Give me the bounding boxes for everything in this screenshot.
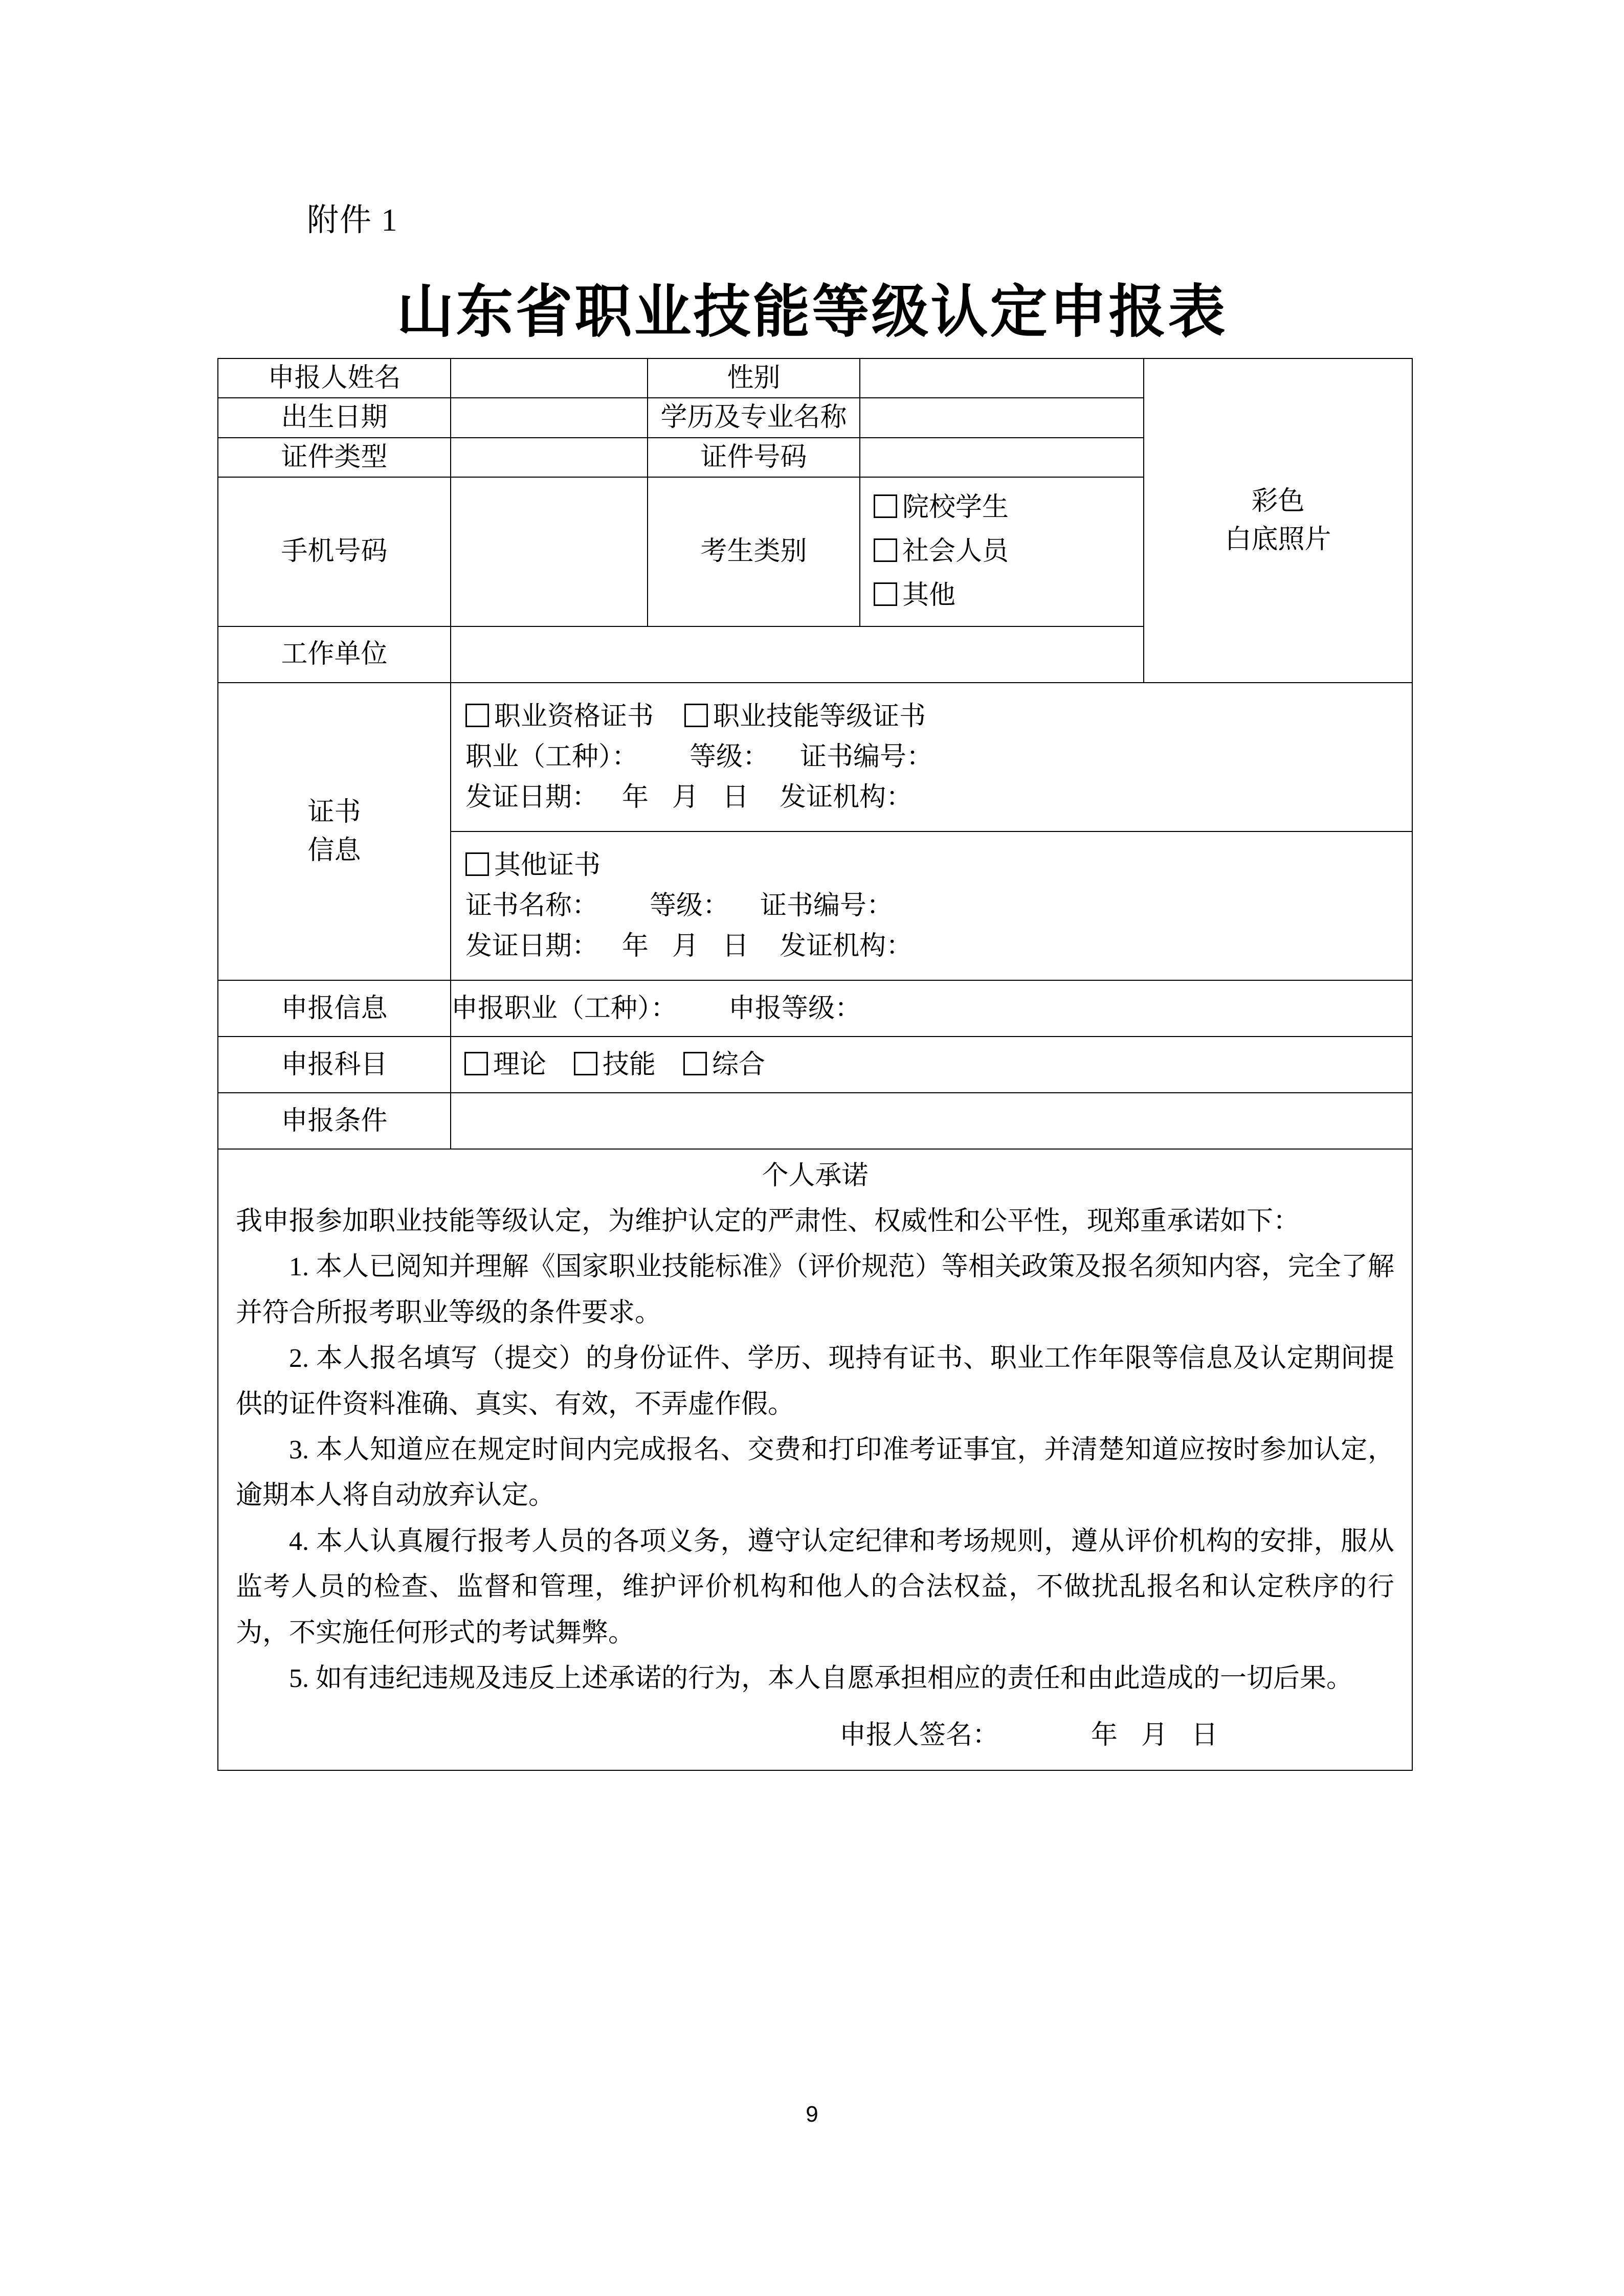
label-birth-date: 出生日期 (218, 398, 451, 437)
application-form-table (217, 358, 1413, 1771)
label-day: 日 (722, 932, 749, 961)
application-subject-options (451, 1037, 1412, 1093)
field-application-condition[interactable] (451, 1093, 1412, 1149)
commitment-item-1: 1. 本人已阅知并理解《国家职业技能标准》（评价规范）等相关政策及报名须知内容，完全了解并符合所报考职业等级的条件要求。 (236, 1252, 1394, 1327)
label-level: 等级： (650, 891, 730, 921)
checkbox-icon[interactable] (684, 704, 708, 727)
option-label: 其他 (902, 581, 956, 611)
commitment-item-2: 2. 本人报名填写（提交）的身份证件、学历、现持有证书、职业工作年限等信息及认定期间提供的证件资料准确、真实、有效，不弄虚作假。 (236, 1344, 1394, 1419)
label-issue-date: 发证日期： (465, 783, 599, 813)
label-application-subject: 申报科目 (218, 1037, 451, 1093)
photo-placeholder-cell[interactable] (1144, 358, 1412, 683)
certificate-occupation-line (465, 737, 1412, 777)
label-year: 年 (622, 783, 649, 813)
label-certificate-line1: 证书 (307, 797, 361, 827)
option-other[interactable] (874, 582, 1143, 609)
label-year: 年 (1091, 1720, 1118, 1750)
option-vocational-skill-level-cert: 职业技能等级证书 (713, 702, 926, 732)
option-skill[interactable] (574, 1050, 656, 1079)
label-phone-number: 手机号码 (218, 477, 451, 626)
option-label: 社会人员 (902, 537, 1009, 567)
label-level: 等级： (689, 742, 770, 772)
field-id-number[interactable] (860, 438, 1144, 477)
checkbox-icon[interactable] (874, 582, 897, 606)
field-applicant-name[interactable] (451, 358, 648, 398)
checkbox-icon[interactable] (465, 852, 489, 876)
option-comprehensive[interactable] (683, 1050, 765, 1079)
label-issuing-authority: 发证机构： (780, 932, 913, 961)
photo-line-color: 彩色 (1251, 486, 1305, 516)
certificate-block-existing (451, 683, 1412, 831)
label-gender: 性别 (648, 358, 860, 398)
label-day: 日 (1191, 1720, 1218, 1750)
field-work-unit[interactable] (451, 626, 1144, 683)
label-candidate-type: 考生类别 (648, 477, 860, 626)
field-education-major[interactable] (860, 398, 1144, 437)
checkbox-icon[interactable] (874, 538, 897, 562)
label-certificate-line2: 信息 (307, 836, 361, 866)
label-certificate-number: 证书编号： (760, 891, 894, 921)
option-other-certificate: 其他证书 (494, 851, 601, 881)
other-certificate-issue-line (465, 926, 1412, 966)
label-signature: 申报人签名： (839, 1720, 999, 1750)
commitment-cell (218, 1149, 1412, 1770)
certificate-block-other (451, 831, 1412, 980)
option-label: 综合 (712, 1050, 766, 1079)
label-certificate-number: 证书编号： (800, 742, 933, 772)
option-theory[interactable] (464, 1050, 546, 1079)
commitment-intro: 我申报参加职业技能等级认定，为维护认定的严肃性、权威性和公平性，现郑重承诺如下： (236, 1206, 1300, 1236)
label-month: 月 (1141, 1720, 1168, 1750)
label-year: 年 (622, 932, 649, 961)
checkbox-icon[interactable] (874, 494, 897, 518)
field-birth-date[interactable] (451, 398, 648, 437)
option-label: 技能 (603, 1050, 656, 1079)
table-row-applicant-name (218, 358, 1412, 398)
commitment-title: 个人承诺 (762, 1161, 869, 1191)
other-certificate-option (465, 845, 1412, 886)
label-certificate-name: 证书名称： (465, 891, 599, 921)
label-issue-date: 发证日期： (465, 932, 599, 961)
certificate-type-options (465, 696, 1412, 737)
label-application-info: 申报信息 (218, 980, 451, 1037)
attachment-label: 附件 1 (307, 203, 398, 238)
label-day: 日 (722, 783, 749, 813)
checkbox-icon[interactable] (464, 1052, 488, 1075)
option-school-student[interactable] (874, 494, 1143, 521)
checkbox-icon[interactable] (574, 1052, 597, 1075)
label-education-major: 学历及专业名称 (648, 398, 860, 437)
commitment-item-4: 4. 本人认真履行报考人员的各项义务，遵守认定纪律和考场规则，遵从评价机构的安排，服从监考人员的检查、监督和管理，维护评价机构和他人的合法权益，不做扰乱报名和认定秩序的行为，不实施任何形式的考试舞弊。 (236, 1526, 1394, 1648)
label-certificate-info (218, 683, 451, 980)
label-work-unit: 工作单位 (218, 626, 451, 683)
label-issuing-authority: 发证机构： (780, 783, 913, 813)
table-row-personal-commitment (218, 1149, 1412, 1770)
table-row-application-condition (218, 1093, 1412, 1149)
photo-line-white-background: 白底照片 (1225, 525, 1331, 555)
label-apply-level: 申报等级： (728, 994, 862, 1023)
label-month: 月 (672, 783, 699, 813)
option-label: 理论 (493, 1050, 547, 1079)
label-occupation: 职业（工种）： (465, 742, 639, 772)
label-id-type: 证件类型 (218, 438, 451, 477)
checkbox-icon[interactable] (683, 1052, 707, 1075)
commitment-item-3: 3. 本人知道应在规定时间内完成报名、交费和打印准考证事宜，并清楚知道应按时参加认定，逾期本人将自动放弃认定。 (236, 1435, 1394, 1511)
application-info-fields[interactable] (451, 980, 1412, 1037)
page-title: 山东省职业技能等级认定申报表 (396, 281, 1228, 344)
field-id-type[interactable] (451, 438, 648, 477)
table-row-application-info (218, 980, 1412, 1037)
label-apply-occupation: 申报职业（工种）： (451, 994, 678, 1023)
certificate-issue-line (465, 777, 1412, 818)
field-phone-number[interactable] (451, 477, 648, 626)
option-vocational-qualification-cert: 职业资格证书 (494, 702, 654, 732)
table-row-certificate-info-1 (218, 683, 1412, 831)
table-row-application-subject (218, 1037, 1412, 1093)
label-application-condition: 申报条件 (218, 1093, 451, 1149)
signature-line[interactable] (236, 1716, 1394, 1754)
label-month: 月 (672, 932, 699, 961)
label-applicant-name: 申报人姓名 (218, 358, 451, 398)
page-number: 9 (806, 2102, 818, 2127)
option-social-personnel[interactable] (874, 538, 1143, 565)
label-id-number: 证件号码 (648, 438, 860, 477)
other-certificate-name-line (465, 886, 1412, 926)
field-gender[interactable] (860, 358, 1144, 398)
checkbox-icon[interactable] (465, 704, 489, 727)
candidate-type-options (860, 477, 1144, 626)
option-label: 院校学生 (902, 493, 1009, 523)
commitment-item-5: 5. 如有违纪违规及违反上述承诺的行为，本人自愿承担相应的责任和由此造成的一切后果。 (289, 1664, 1353, 1694)
